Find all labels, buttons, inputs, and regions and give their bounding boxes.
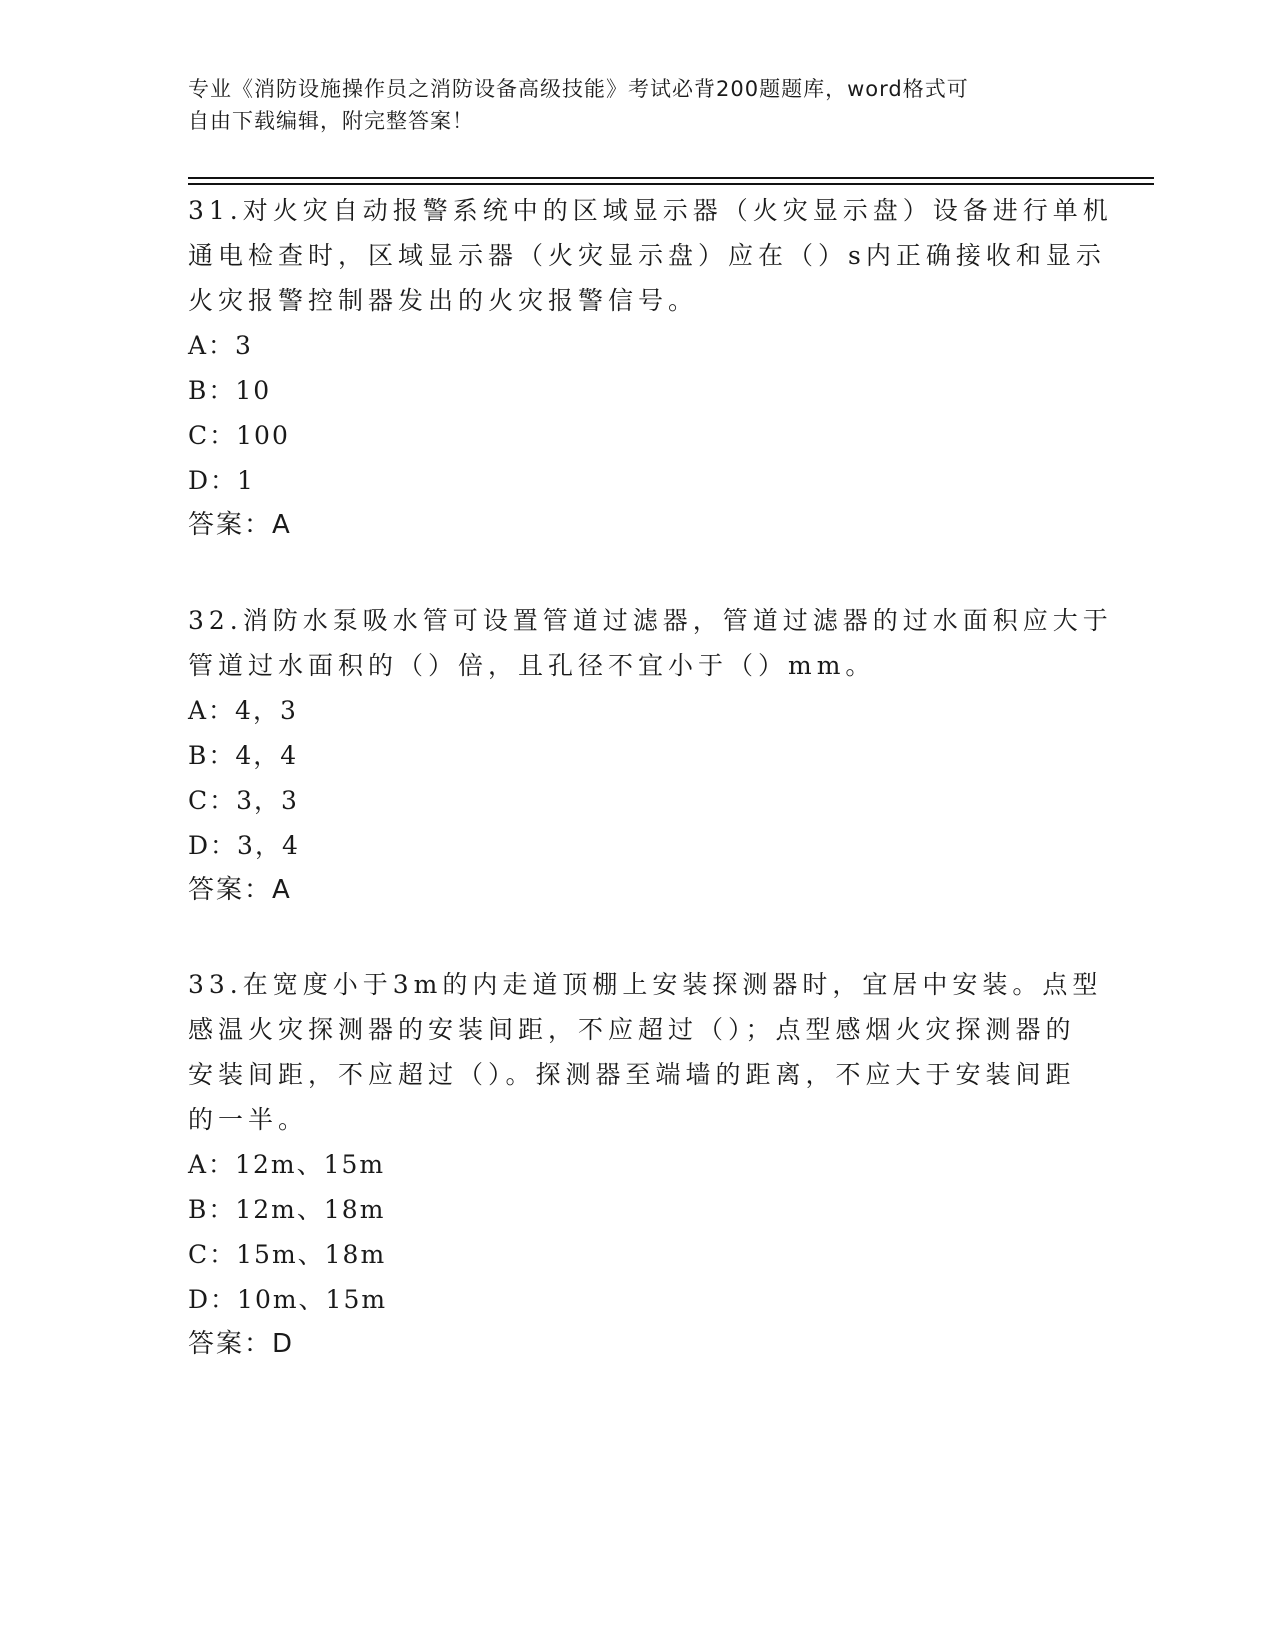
option-b: B：4，4 xyxy=(188,741,299,770)
option-c: C：15m、18m xyxy=(188,1240,387,1269)
header-line-1: 专业《消防设施操作员之消防设备高级技能》考试必背200题题库，word格式可 xyxy=(188,77,969,101)
question-text-line: 32.消防水泵吸水管可设置管道过滤器，管道过滤器的过水面积应大于 xyxy=(188,606,1113,635)
option-c: C：3，3 xyxy=(188,786,299,815)
option-d: D：3，4 xyxy=(188,831,300,860)
header-line-2: 自由下载编辑，附完整答案！ xyxy=(188,109,474,133)
header-divider-bottom xyxy=(188,183,1154,185)
option-b: B：12m、18m xyxy=(188,1195,386,1224)
document-header xyxy=(188,73,1068,137)
answer-label: 答案：A xyxy=(188,510,292,540)
option-a: A：4，3 xyxy=(188,696,298,725)
question-text-line: 安装间距，不应超过（）。探测器至端墙的距离，不应大于安装间距 xyxy=(188,1060,1076,1089)
question-31 xyxy=(188,188,1113,548)
question-text-line: 33.在宽度小于3m的内走道顶棚上安装探测器时，宜居中安装。点型 xyxy=(188,970,1103,999)
option-a: A：3 xyxy=(188,331,253,360)
option-c: C：100 xyxy=(188,421,290,450)
option-d: D：1 xyxy=(188,466,255,495)
question-text-line: 感温火灾探测器的安装间距，不应超过（）；点型感烟火灾探测器的 xyxy=(188,1015,1076,1044)
question-33 xyxy=(188,962,1103,1367)
option-a: A：12m、15m xyxy=(188,1150,386,1179)
question-text-line: 通电检查时，区域显示器（火灾显示盘）应在（）s内正确接收和显示 xyxy=(188,241,1106,270)
answer-label: 答案：D xyxy=(188,1329,295,1359)
question-text-line: 的一半。 xyxy=(188,1105,309,1134)
answer-label: 答案：A xyxy=(188,875,292,905)
question-text-line: 火灾报警控制器发出的火灾报警信号。 xyxy=(188,286,699,315)
question-text-line: 管道过水面积的（）倍，且孔径不宜小于（）mm。 xyxy=(188,651,876,680)
question-text-line: 31.对火灾自动报警系统中的区域显示器（火灾显示盘）设备进行单机 xyxy=(188,196,1113,225)
option-b: B：10 xyxy=(188,376,272,405)
header-divider-top xyxy=(188,177,1154,179)
option-d: D：10m、15m xyxy=(188,1285,388,1314)
question-32 xyxy=(188,598,1113,913)
